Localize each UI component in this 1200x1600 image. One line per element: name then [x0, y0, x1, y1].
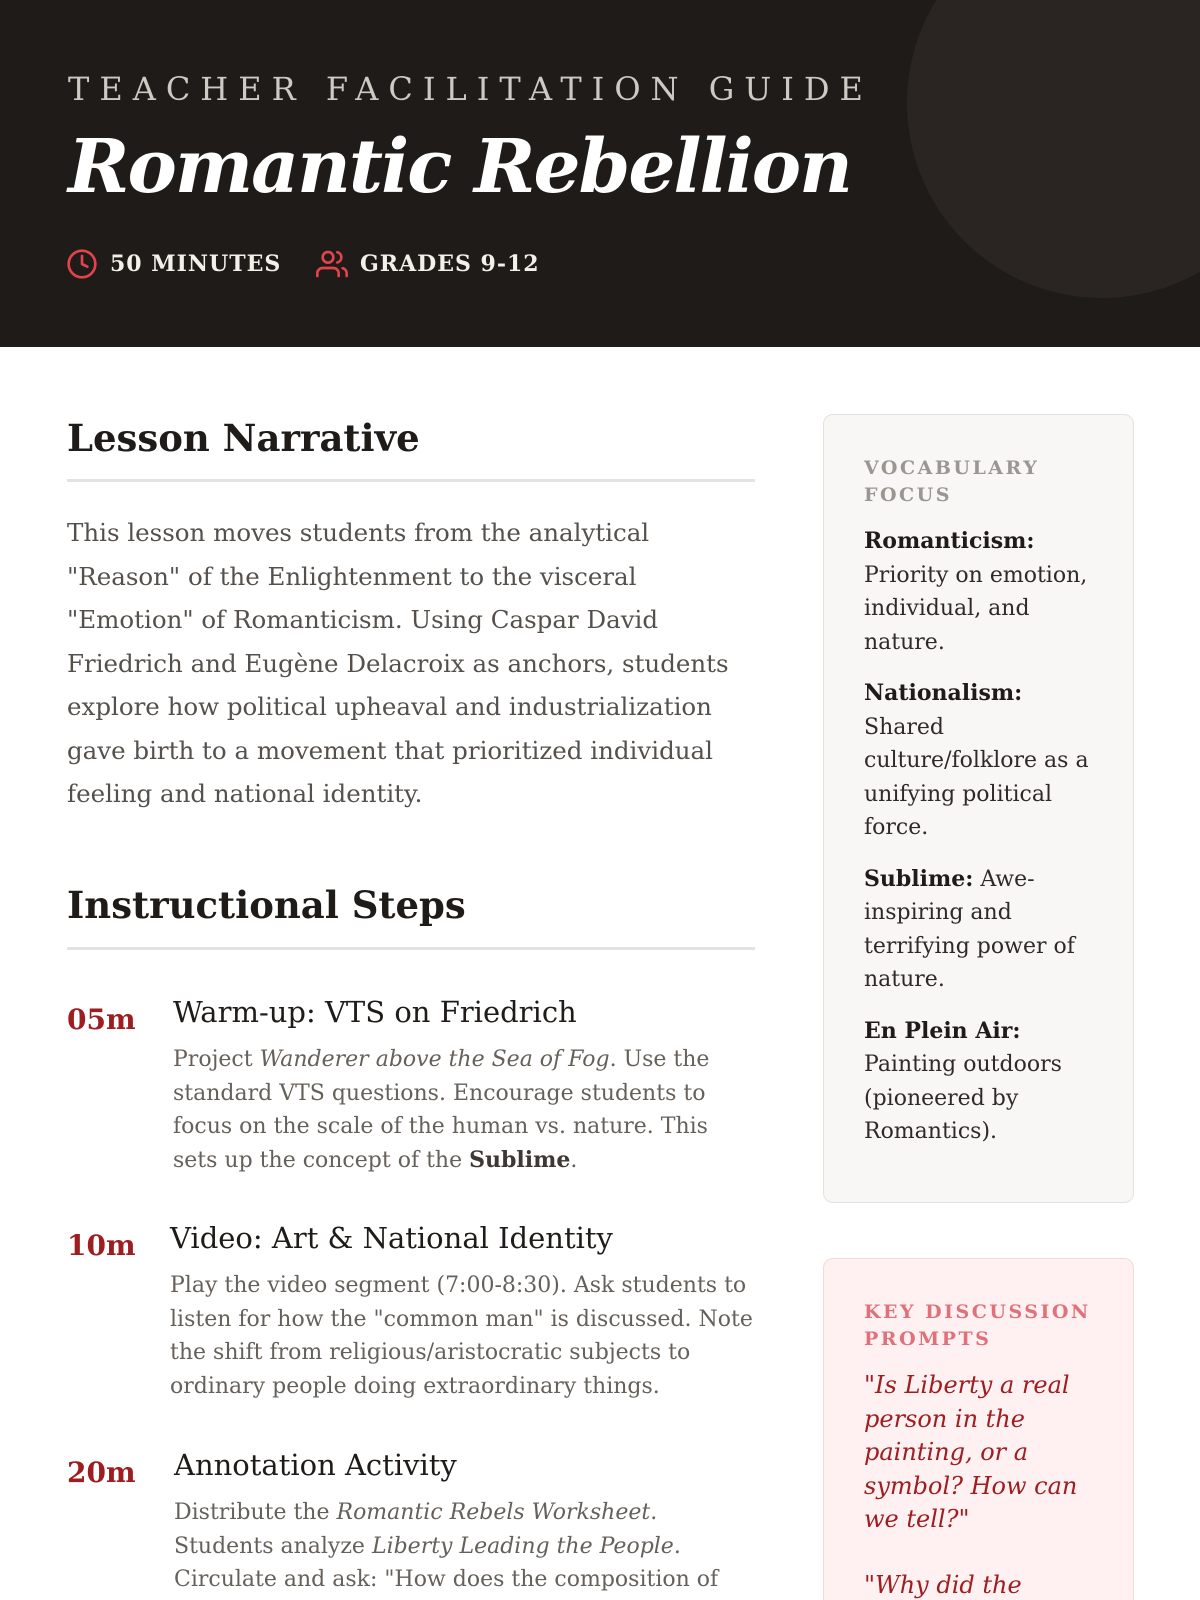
prompts-label: KEY DISCUSSION PROMPTS — [864, 1301, 1091, 1350]
page-header — [0, 0, 1200, 347]
grades-meta — [316, 244, 540, 284]
step-time: 05m — [67, 1003, 136, 1036]
narrative-heading: Lesson Narrative — [67, 416, 420, 460]
step-description: Play the video segment (7:00-8:30). Ask students to listen for how the "common man" is discussed. Note the shift from religious/aristocratic subjects to ordinary people doing extraordinary things. — [170, 1273, 753, 1399]
page-title: Romantic Rebellion — [68, 124, 851, 210]
vocab-item — [864, 863, 1093, 997]
step-title: Annotation Activity — [174, 1448, 457, 1482]
vocab-definition: Awe-inspiring and terrifying power of nature. — [864, 866, 1075, 992]
discussion-prompts-panel — [823, 1258, 1134, 1600]
decorative-circle — [907, 0, 1200, 298]
step-description: Project Wanderer above the Sea of Fog. Use the standard VTS questions. Encourage students to focus on the scale of the human vs. nature. This sets up the concept of the Sublime. — [173, 1047, 710, 1173]
narrative-body: This lesson moves students from the analytical "Reason" of the Enlightenment to the visceral "Emotion" of Romanticism. Using Caspar David Friedrich and Eugène Delacroix as anchors, students explore how political upheaval and industrialization gave birth to a movement that prioritized individual feeling and national identity. — [67, 518, 729, 808]
vocab-term: Romanticism: — [864, 528, 1035, 554]
vocab-term: En Plein Air: — [864, 1017, 1021, 1044]
vocab-item — [864, 1015, 1093, 1149]
vocab-definition: Priority on emotion, individual, and nature. — [864, 562, 1088, 655]
step-time: 20m — [67, 1456, 136, 1489]
vocab-item — [864, 677, 1093, 845]
clock-icon — [66, 248, 98, 280]
vocab-definition: Painting outdoors (pioneered by Romantics). — [864, 1052, 1062, 1144]
vocab-term: Nationalism: — [864, 680, 1023, 706]
grades-label: GRADES 9-12 — [360, 251, 540, 277]
step-time: 10m — [67, 1229, 136, 1262]
narrative-divider — [67, 479, 755, 482]
duration-meta — [66, 244, 281, 284]
step-title: Video: Art & National Identity — [170, 1221, 613, 1255]
steps-heading: Instructional Steps — [67, 883, 466, 927]
users-icon — [316, 248, 348, 280]
steps-divider — [67, 947, 755, 950]
vocab-definition: Shared culture/folklore as a unifying political force. — [864, 714, 1089, 840]
step-description: Distribute the Romantic Rebels Worksheet. Students analyze Liberty Leading the People. Circulate and ask: "How does the composition of — [174, 1500, 719, 1592]
discussion-prompt: "Is Liberty a real person in the painting, or a symbol? How can we tell?" — [864, 1371, 1078, 1533]
discussion-prompt: "Why did the — [864, 1570, 1022, 1599]
step-title: Warm-up: VTS on Friedrich — [173, 995, 577, 1029]
vocab-term: Sublime: — [864, 865, 974, 892]
vocabulary-panel — [823, 414, 1134, 1203]
vocab-item — [864, 525, 1093, 659]
guide-eyebrow: TEACHER FACILITATION GUIDE — [68, 70, 873, 108]
duration-label: 50 MINUTES — [110, 251, 282, 277]
vocabulary-label: VOCABULARY FOCUS — [864, 457, 1040, 506]
